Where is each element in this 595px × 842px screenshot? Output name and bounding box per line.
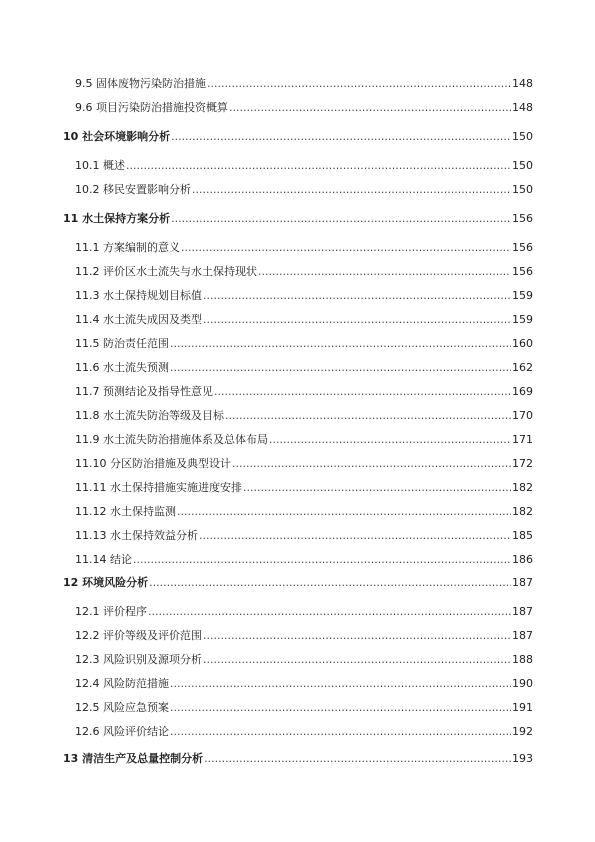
toc-entry-title: 9.5 固体废物污染防治措施 <box>75 77 206 90</box>
toc-entry-title: 12.2 评价等级及评价范围 <box>75 629 202 642</box>
toc-dot-leader <box>170 725 511 739</box>
toc-page-number: 186 <box>512 553 533 566</box>
toc-page-number: 191 <box>512 701 533 714</box>
toc-page-number: 187 <box>512 576 533 589</box>
toc-page-number: 150 <box>512 183 533 196</box>
toc-page-number: 172 <box>512 457 533 470</box>
toc-section-entry[interactable] <box>75 529 533 543</box>
toc-entry-title: 12.6 风险评价结论 <box>75 725 169 738</box>
toc-entry-title: 12.3 风险识别及源项分析 <box>75 653 202 666</box>
toc-entry-title: 9.6 项目污染防治措施投资概算 <box>75 101 228 114</box>
toc-entry-title: 11.9 水土流失防治措施体系及总体布局 <box>75 433 268 446</box>
toc-dot-leader <box>126 159 511 173</box>
toc-page-number: 150 <box>512 130 533 143</box>
toc-entry-title: 12 环境风险分析 <box>63 576 149 589</box>
toc-section-entry[interactable] <box>75 701 533 715</box>
toc-page-number: 171 <box>512 433 533 446</box>
toc-dot-leader <box>133 553 511 567</box>
toc-page-number: 193 <box>512 752 533 765</box>
toc-section-entry[interactable] <box>75 337 533 351</box>
toc-page-number: 148 <box>512 77 533 90</box>
toc-page-number: 150 <box>512 159 533 172</box>
toc-entry-title: 11.3 水土保持规划目标值 <box>75 289 202 302</box>
toc-section-entry[interactable] <box>75 313 533 327</box>
toc-page-number: 169 <box>512 385 533 398</box>
toc-page-number: 162 <box>512 361 533 374</box>
toc-entry-title: 11.8 水土流失防治等级及目标 <box>75 409 224 422</box>
toc-entry-title: 12.5 风险应急预案 <box>75 701 169 714</box>
toc-section-entry[interactable] <box>75 183 533 197</box>
toc-page-number: 192 <box>512 725 533 738</box>
toc-page-number: 185 <box>512 529 533 542</box>
toc-section-entry[interactable] <box>75 265 533 279</box>
toc-page-number: 182 <box>512 505 533 518</box>
toc-chapter-entry[interactable] <box>63 576 533 590</box>
toc-page-number: 190 <box>512 677 533 690</box>
toc-section-entry[interactable] <box>75 677 533 691</box>
toc-dot-leader <box>207 77 511 91</box>
toc-section-entry[interactable] <box>75 101 533 115</box>
toc-dot-leader <box>203 629 511 643</box>
toc-entry-title: 11.12 水土保持监测 <box>75 505 176 518</box>
toc-dot-leader <box>204 752 511 766</box>
toc-section-entry[interactable] <box>75 433 533 447</box>
toc-section-entry[interactable] <box>75 361 533 375</box>
toc-dot-leader <box>149 576 511 590</box>
toc-section-entry[interactable] <box>75 159 533 173</box>
toc-chapter-entry[interactable] <box>63 130 533 144</box>
toc-entry-title: 11.1 方案编制的意义 <box>75 241 180 254</box>
toc-dot-leader <box>170 361 511 375</box>
toc-section-entry[interactable] <box>75 77 533 91</box>
toc-page-number: 159 <box>512 313 533 326</box>
toc-dot-leader <box>171 212 511 226</box>
toc-section-entry[interactable] <box>75 653 533 667</box>
toc-entry-title: 11.13 水土保持效益分析 <box>75 529 198 542</box>
toc-dot-leader <box>170 677 511 691</box>
toc-dot-leader <box>229 101 511 115</box>
toc-section-entry[interactable] <box>75 629 533 643</box>
toc-entry-title: 11.4 水土流失成因及类型 <box>75 313 202 326</box>
toc-entry-title: 11.7 预测结论及指导性意见 <box>75 385 213 398</box>
toc-entry-title: 11.11 水土保持措施实施进度安排 <box>75 481 242 494</box>
toc-entry-title: 11.5 防治责任范围 <box>75 337 169 350</box>
toc-dot-leader <box>170 337 511 351</box>
toc-page-number: 187 <box>512 605 533 618</box>
toc-section-entry[interactable] <box>75 505 533 519</box>
toc-page-number: 182 <box>512 481 533 494</box>
toc-dot-leader <box>171 130 511 144</box>
toc-chapter-entry[interactable] <box>63 752 533 766</box>
toc-dot-leader <box>269 433 511 447</box>
toc-dot-leader <box>203 653 511 667</box>
toc-dot-leader <box>225 409 511 423</box>
toc-section-entry[interactable] <box>75 241 533 255</box>
toc-section-entry[interactable] <box>75 605 533 619</box>
toc-page-number: 188 <box>512 653 533 666</box>
toc-page-number: 159 <box>512 289 533 302</box>
toc-section-entry[interactable] <box>75 457 533 471</box>
toc-dot-leader <box>203 289 511 303</box>
toc-entry-title: 12.4 风险防范措施 <box>75 677 169 690</box>
toc-entry-title: 11 水土保持方案分析 <box>63 212 171 225</box>
toc-entry-title: 10.1 概述 <box>75 159 125 172</box>
toc-dot-leader <box>192 183 511 197</box>
toc-entry-title: 11.6 水土流失预测 <box>75 361 169 374</box>
toc-dot-leader <box>203 313 511 327</box>
toc-section-entry[interactable] <box>75 409 533 423</box>
toc-dot-leader <box>243 481 511 495</box>
toc-page-number: 187 <box>512 629 533 642</box>
toc-entry-title: 12.1 评价程序 <box>75 605 147 618</box>
toc-page-number: 148 <box>512 101 533 114</box>
toc-dot-leader <box>232 457 511 471</box>
toc-entry-title: 11.14 结论 <box>75 553 132 566</box>
toc-section-entry[interactable] <box>75 289 533 303</box>
toc-entry-title: 13 清洁生产及总量控制分析 <box>63 752 204 765</box>
toc-entry-title: 11.10 分区防治措施及典型设计 <box>75 457 231 470</box>
toc-dot-leader <box>199 529 511 543</box>
toc-page-number: 170 <box>512 409 533 422</box>
toc-section-entry[interactable] <box>75 553 533 567</box>
toc-page-number: 156 <box>512 241 533 254</box>
toc-entry-title: 11.2 评价区水土流失与水土保持现状 <box>75 265 257 278</box>
toc-section-entry[interactable] <box>75 385 533 399</box>
toc-chapter-entry[interactable] <box>63 212 533 226</box>
toc-dot-leader <box>170 701 511 715</box>
toc-entry-title: 10 社会环境影响分析 <box>63 130 171 143</box>
toc-section-entry[interactable] <box>75 481 533 495</box>
toc-page-number: 156 <box>512 212 533 225</box>
toc-dot-leader <box>181 241 511 255</box>
toc-page-number: 156 <box>512 265 533 278</box>
toc-entry-title: 10.2 移民安置影响分析 <box>75 183 191 196</box>
toc-section-entry[interactable] <box>75 725 533 739</box>
toc-dot-leader <box>258 265 511 279</box>
toc-page-number: 160 <box>512 337 533 350</box>
toc-dot-leader <box>177 505 511 519</box>
toc-dot-leader <box>148 605 511 619</box>
toc-dot-leader <box>214 385 511 399</box>
